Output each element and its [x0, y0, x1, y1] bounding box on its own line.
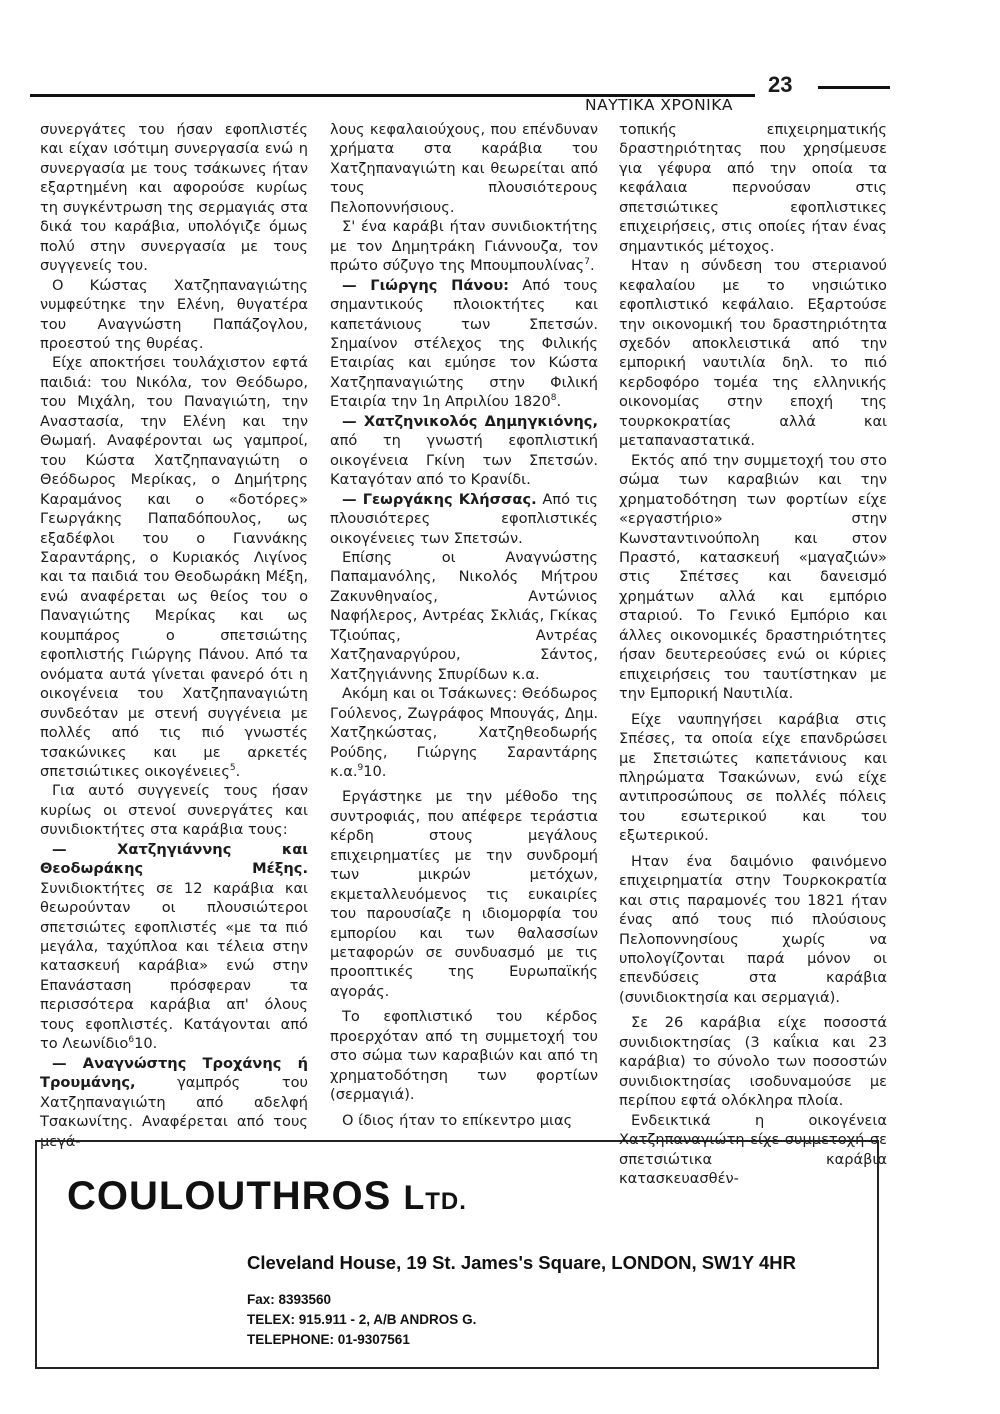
paragraph: λους κεφαλαιούχους, που επένδυναν χρήματα στα καράβια του Χατζηπαναγιώτη και θεωρείται από τους πλουσιότερους Πελοποννήσιους.	[330, 121, 598, 216]
paragraph: Για αυτό συγγενείς τους ήσαν κυρίως οι στενοί συνεργάτες και συνιδιοκτήτες στα καράβια τους:	[40, 782, 308, 839]
paragraph: — Γεωργάκης Κλήσσας. Από τις πλουσιότερες εφοπλιστικές οικογένειες των Σπετσών.	[330, 490, 598, 547]
ad-fax: Fax: 8393560	[247, 1292, 332, 1307]
paragraph: Σ' ένα καράβι ήταν συνιδιοκτήτης με τον Δημητράκη Γιάννουζα, τον πρώτο σύζυγο της Μπουμπουλίνας$^7$.	[330, 218, 598, 275]
paragraph: Επίσης οι Αναγνώστης Παπαμανόλης, Νικολός Μήτρου Ζακυνθηναίος, Αντώνιος Ναφήλερος, Αντρέας Σκλιάς, Γκίκας Τζιούπας, Αντρέας Χατζηαναργύρου, Σάντος, Χατζηγιάννης Σπυρίδων κ.α.	[330, 548, 598, 683]
paragraph: Ακόμη και οι Τσάκωνες: Θεόδωρος Γούλενος, Ζωγράφος Μπουγάς, Δημ. Χατζηκώστας, Χατζηθεοδωρής Ρούδης, Γιώργης Σαραντάρης κ.α.$^9$10.	[330, 685, 598, 780]
paragraph: — Χατζηγιάννης και Θεοδωράκης Μέξης. Συνιδιοκτήτες σε 12 καράβια και θεωρούνταν οι πλουσιώτεροι σπετσιώτες εφοπλιστές «με τα πιό μεγάλα, ταχύπλοα και τέλεια στην κατασκευή καράβια» ενώ στην Επανάσταση πρόσφεραν τα περισσότερα καράβια απ' όλους τους εφοπλιστές. Κατάγονται από το Λεωνίδιο$^6$10.	[40, 840, 308, 1053]
running-title: ΝΑΥΤΙΚΑ ΧΡΟΝΙΚΑ	[585, 96, 733, 114]
paragraph: Ηταν η σύνδεση του στεριανού κεφαλαίου με το νησιώτικο εφοπλιστικό κεφάλαιο. Εξαρτούσε την οικονομική του δραστηριότητα σχεδόν αποκλειστικά από την εμπορική ναυτιλία δηλ. το πιό κερδοφόρο τομέα της ελληνικής οικονομίας στην εποχή της τουρκοκρατίας αλλά και μεταπαναστατικά.	[619, 257, 887, 450]
header-rule-right	[818, 86, 890, 89]
paragraph: Ο ίδιος ήταν το επίκεντρο μιας	[342, 1111, 573, 1129]
ad-telephone: TELEPHONE: 01-9307561	[247, 1332, 410, 1347]
ad-company-name: COULOUTHROS LTD.	[67, 1174, 467, 1218]
paragraph: Εργάστηκε με την μέθοδο της συντροφιάς, που απέφερε τεράστια κέρδη στους μεγάλους επιχειρηματίες με την συνδρομή των μικρών μετόχων, εκμεταλλευόμενος τις ευκαιρίες του παρουσίαζε η ιδιομορφία του εμπορίου και των θαλασσίων μεταφορών σε συνδυασμό με τις προοπτικές της Ευρωπαϊκής αγοράς.	[330, 788, 598, 1000]
paragraph: Ηταν ένα δαιμόνιο φαινόμενο επιχειρηματία στην Τουρκοκρατία και στις παραμονές του 1821 ήταν ένας από τους πιό πλούσιους Πελοποννησίους χωρίς να υπολογίζονται παρά μόνον οι επενδύσεις στα καράβια (συνιδιοκτησία και σερμαγιά).	[619, 852, 887, 1006]
page-number: 23	[768, 72, 793, 97]
paragraph: Εκτός από την συμμετοχή του στο σώμα των καραβιών και την χρηματοδότηση των φορτίων είχε «εργαστήριο» στην Κωνσταντινούπολη και στον Πραστό, κατασκευή «μαγαζιών» στις Σπέτσες και δανεισμό χρημάτων αλλά και εμπόριο σταριού. Το Γενικό Εμπόριο και άλλες οικονομικές δραστηριότητες ήσαν δευτερεούσες ενώ οι κύριες επιχειρήσεις του ταυτίστηκαν με την Εμπορική Ναυτιλία.	[619, 451, 887, 703]
ad-telex: TELEX: 915.911 - 2, A/B ANDROS G.	[247, 1312, 477, 1327]
text-column-3	[619, 120, 887, 1188]
paragraph: συνεργάτες του ήσαν εφοπλιστές και είχαν ισότιμη συνεργασία ενώ η συνεργασία με τους τσάκωνες ήταν εξαρτημένη και αφορούσε κυρίως τη συγκέντρωση της σερμαγιάς στα δικά του καράβια, υπολόγιζε όμως πολύ στην συνεργασία με τους συγγενείς του.	[40, 121, 308, 275]
paragraph: Το εφοπλιστικό του κέρδος προερχόταν από τη συμμετοχή του στο σώμα των καραβιών και από τη χρηματοδότηση των φορτίων (σερμαγιά).	[330, 1008, 598, 1104]
advertisement-box	[35, 1140, 879, 1369]
text-column-1	[40, 120, 308, 1151]
paragraph: Ο Κώστας Χατζηπαναγιώτης νυμφεύτηκε την Ελένη, θυγατέρα του Αναγνώστη Παπάζογλου, προεστού της θυρέας.	[40, 276, 308, 352]
paragraph: Είχε αποκτήσει τουλάχιστον εφτά παιδιά: του Νικόλα, τον Θεόδωρο, του Μιχάλη, του Παναγιώτη, την Αναστασία, την Ελένη και την Θωμαή. Αναφέρονται ως γαμπροί, του Κώστα Χατζηπαναγιώτη ο Θεόδωρος Μερίκας, ο Δημήτρης Καραμάνος και ο «δοτόρες» Γεωργάκης Παπαδόπουλος, ως εξαδέφλοι του ο Γιαννάκης Σαραντάρης, ο Κυριακός Λιγίνος και τα παιδιά του Θεοδωράκη Μέξη, ενώ αναφέρεται ως θείος του ο Παναγιώτης Μερίκας και ως κουμπάρος ο σπετσιώτης εφοπλιστής Γιώργης Πάνου. Από τα ονόματα αυτά γίνεται φανερό ότι η οικογένεια του Χατζηπαναγιώτη συνδεόταν με στενή συγγένεια με πολλές από τις πιό γνωστές τσακώνικες και με αρκετές σπετσιώτικες οικογένειες$^5$.	[40, 354, 308, 780]
paragraph: Είχε ναυπηγήσει καράβια στις Σπέσες, τα οποία είχε επανδρώσει με Σπετσιώτες καπετάνιους και πληρώματα Τσακώνων, ενώ είχε αντιπροσώπους σε πολλές πόλεις του εσωτερικού και του εξωτερικού.	[619, 710, 887, 845]
ad-address: Cleveland House, 19 St. James's Square, LONDON, SW1Y 4HR	[247, 1252, 796, 1273]
paragraph: — Γιώργης Πάνου: Από τους σημαντικούς πλοιοκτήτες και καπετάνιους των Σπετσών. Σημαίνον στέλεχος της Φιλικής Εταιρίας και εμύησε τον Κώστα Χατζηπαναγιώτης στην Φιλική Εταιρία την 1η Απριλίου 1820$^8$.	[330, 276, 599, 411]
paragraph: Σε 26 καράβια είχε ποσοστά συνιδιοκτησίας (3 καΐκια και 23 καράβια) το σύνολο των ποσοστών συνιδιοκτησίας ισοδυναμούσε με περίπου εφτά ολόκληρα πλοία.	[619, 1014, 887, 1110]
paragraph: Ενδεικτικά η οικογένεια Χατζηπαναγιώτη είχε συμμετοχή σε σπετσιώτικα καράβια κατασκευασθέν-	[619, 1111, 887, 1188]
text-column-2	[330, 120, 598, 1130]
paragraph: — Αναγνώστης Τροχάνης ή Τρουμάνης, γαμπρός του Χατζηπαναγιώτη από αδελφή Τσακωνίτης. Αναφέρεται από τους μεγά-	[40, 1054, 308, 1150]
paragraph: — Χατζηνικολός Δημηγκιόνης, από τη γνωστή εφοπλιστική οικογένεια Γκίνη των Σπετσών. Καταγόταν από το Κρανίδι.	[330, 412, 598, 489]
paragraph: τοπικής επιχειρηματικής δραστηριότητας που χρησίμευσε για γέφυρα από την οποία τα κεφάλαια περνούσαν στις σπετσιώτικες εφοπλιστικες επιχειρήσεις, στις οποίες ήταν ένας σημαντικός μέτοχος.	[619, 121, 887, 255]
